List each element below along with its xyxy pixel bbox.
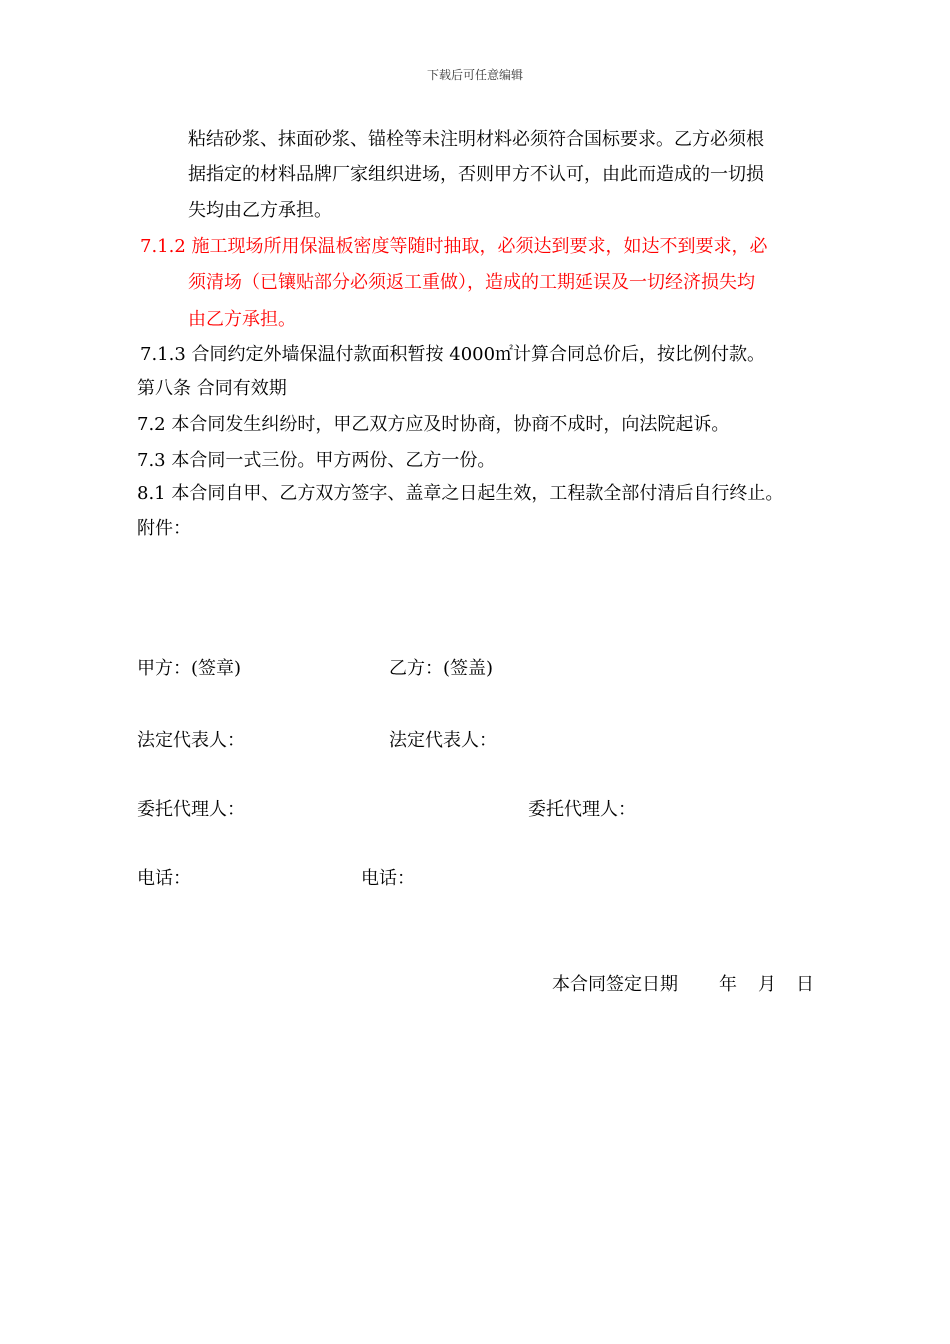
party-a-seal-label: 甲方：(签章) [137,658,242,679]
party-b-seal-label: 乙方：(签盖) [389,658,494,679]
party-a-agent-label: 委托代理人： [137,799,245,820]
article-8-heading: 第八条 合同有效期 [137,378,287,399]
signing-date-label: 本合同签定日期 [552,974,678,995]
date-month-label: 月 [758,974,776,995]
party-a-phone-label: 电话： [137,868,191,889]
clause-7-2: 7.2 本合同发生纠纷时，甲乙双方应及时协商，协商不成时，向法院起诉。 [137,414,730,435]
clause-7-1-3: 7.1.3 合同约定外墙保温付款面积暂按 4000㎡计算合同总价后，按比例付款。 [140,344,766,365]
party-b-agent-label: 委托代理人： [528,799,636,820]
party-b-legal-rep-label: 法定代表人： [389,730,497,751]
clause-7-1-2-line: 由乙方承担。 [188,309,296,330]
attachment-label: 附件： [137,518,191,539]
date-year-label: 年 [719,974,737,995]
page-header: 下载后可任意编辑 [426,68,523,82]
date-day-label: 日 [796,974,814,995]
paragraph-line: 据指定的材料品牌厂家组织进场，否则甲方不认可，由此而造成的一切损 [188,164,764,185]
clause-7-1-2-line: 7.1.2 施工现场所用保温板密度等随时抽取，必须达到要求，如达不到要求，必 [140,236,768,257]
clause-7-1-2-line: 须清场（已镶贴部分必须返工重做），造成的工期延误及一切经济损失均 [188,272,755,293]
party-a-legal-rep-label: 法定代表人： [137,730,245,751]
clause-8-1: 8.1 本合同自甲、乙方双方签字、盖章之日起生效，工程款全部付清后自行终止。 [137,483,784,504]
paragraph-line: 失均由乙方承担。 [188,200,332,221]
clause-7-3: 7.3 本合同一式三份。甲方两份、乙方一份。 [137,450,496,471]
party-b-phone-label: 电话： [361,868,415,889]
paragraph-line: 粘结砂浆、抹面砂浆、锚栓等未注明材料必须符合国标要求。乙方必须根 [188,129,764,150]
